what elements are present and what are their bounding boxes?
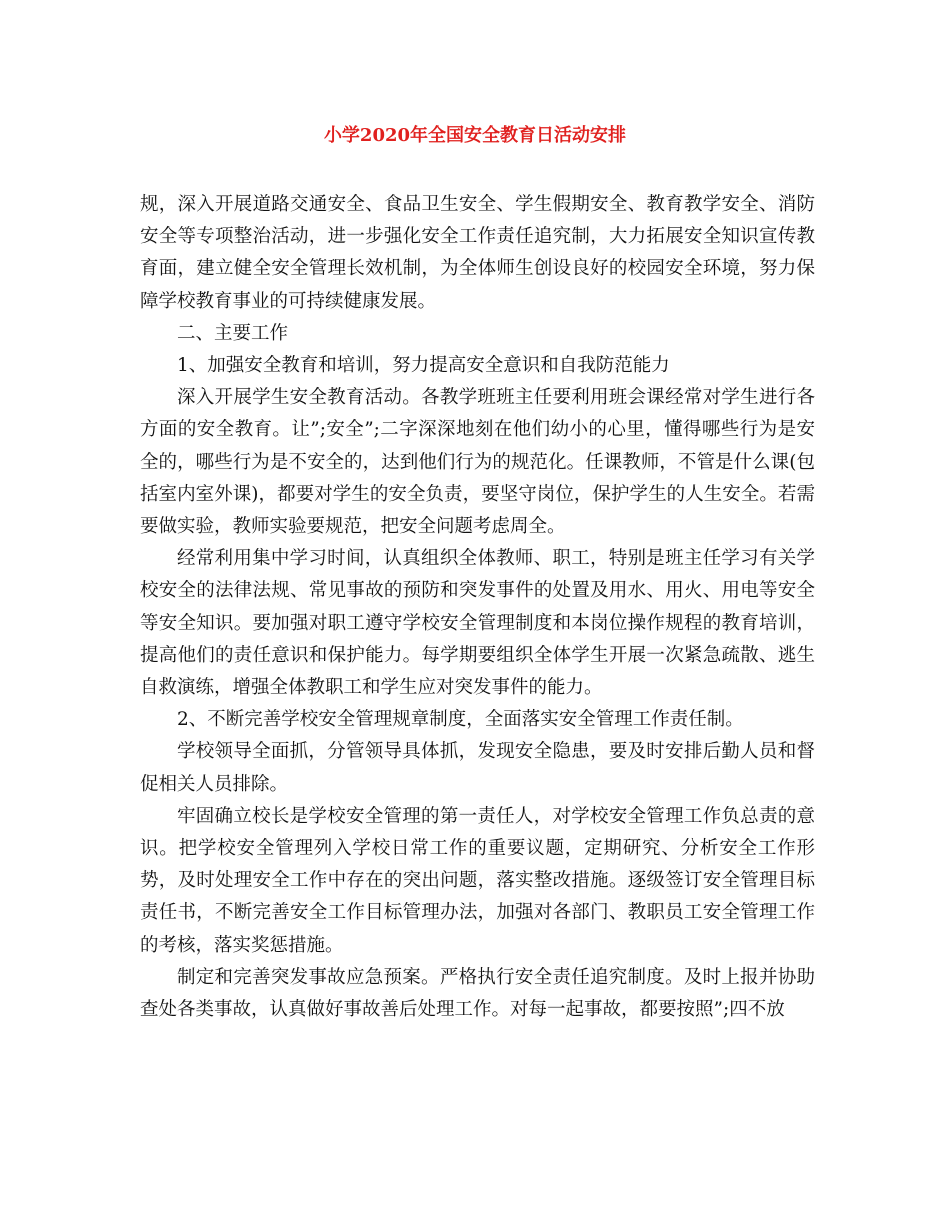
subheading-safety-education: 1、加强安全教育和培训，努力提高安全意识和自我防范能力: [177, 355, 670, 377]
paragraph-intro: 规，深入开展道路交通安全、食品卫生安全、学生假期安全、教育教学安全、消防安全等专项整治活动，进一步强化安全工作责任追究制，大力拓展安全知识宣传教育面，建立健全安全管理长效机制，为全体师生创设良好的校园安全环境，努力保障学校教育事业的可持续健康发展。: [140, 194, 815, 312]
subheading-management-system: 2、不断完善学校安全管理规章制度，全面落实安全管理工作责任制。: [177, 709, 744, 731]
paragraph-principal-responsibility: 牢固确立校长是学校安全管理的第一责任人，对学校安全管理工作负总责的意识。把学校安全管理列入学校日常工作的重要议题，定期研究、分析安全工作形势，及时处理安全工作中存在的突出问题，落实整改措施。逐级签订安全管理目标责任书，不断完善安全工作目标管理办法，加强对各部门、教职员工安全管理工作的考核，落实奖惩措施。: [140, 805, 815, 956]
paragraph-student-education: 深入开展学生安全教育活动。各教学班班主任要利用班会课经常对学生进行各方面的安全教育。让”;安全”;二字深深地刻在他们幼小的心里，懂得哪些行为是安全的，哪些行为是不安全的，达到他们行为的规范化。任课教师，不管是什么课(包括室内室外课)，都要对学生的安全负责，要坚守岗位，保护学生的人生安全。若需要做实验，教师实验要规范，把安全问题考虑周全。: [140, 387, 815, 538]
document-title: 小学2020年全国安全教育日活动安排: [323, 125, 627, 146]
paragraph-leadership: 学校领导全面抓，分管领导具体抓，发现安全隐患，要及时安排后勤人员和督促相关人员排除。: [140, 741, 815, 795]
section-heading-main-work: 二、主要工作: [177, 322, 289, 344]
paragraph-emergency-plan: 制定和完善突发事故应急预案。严格执行安全责任追究制度。及时上报并协助查处各类事故，认真做好事故善后处理工作。对每一起事故，都要按照”;四不放: [140, 966, 815, 1021]
document-body: [140, 189, 815, 1026]
paragraph-staff-training: 经常利用集中学习时间，认真组织全体教师、职工，特别是班主任学习有关学校安全的法律法规、常见事故的预防和突发事件的处置及用水、用火、用电等安全等安全知识。要加强对职工遵守学校安全管理制度和本岗位操作规程的教育培训，提高他们的责任意识和保护能力。每学期要组织全体学生开展一次紧急疏散、逃生自救演练，增强全体教职工和学生应对突发事件的能力。: [140, 548, 815, 699]
